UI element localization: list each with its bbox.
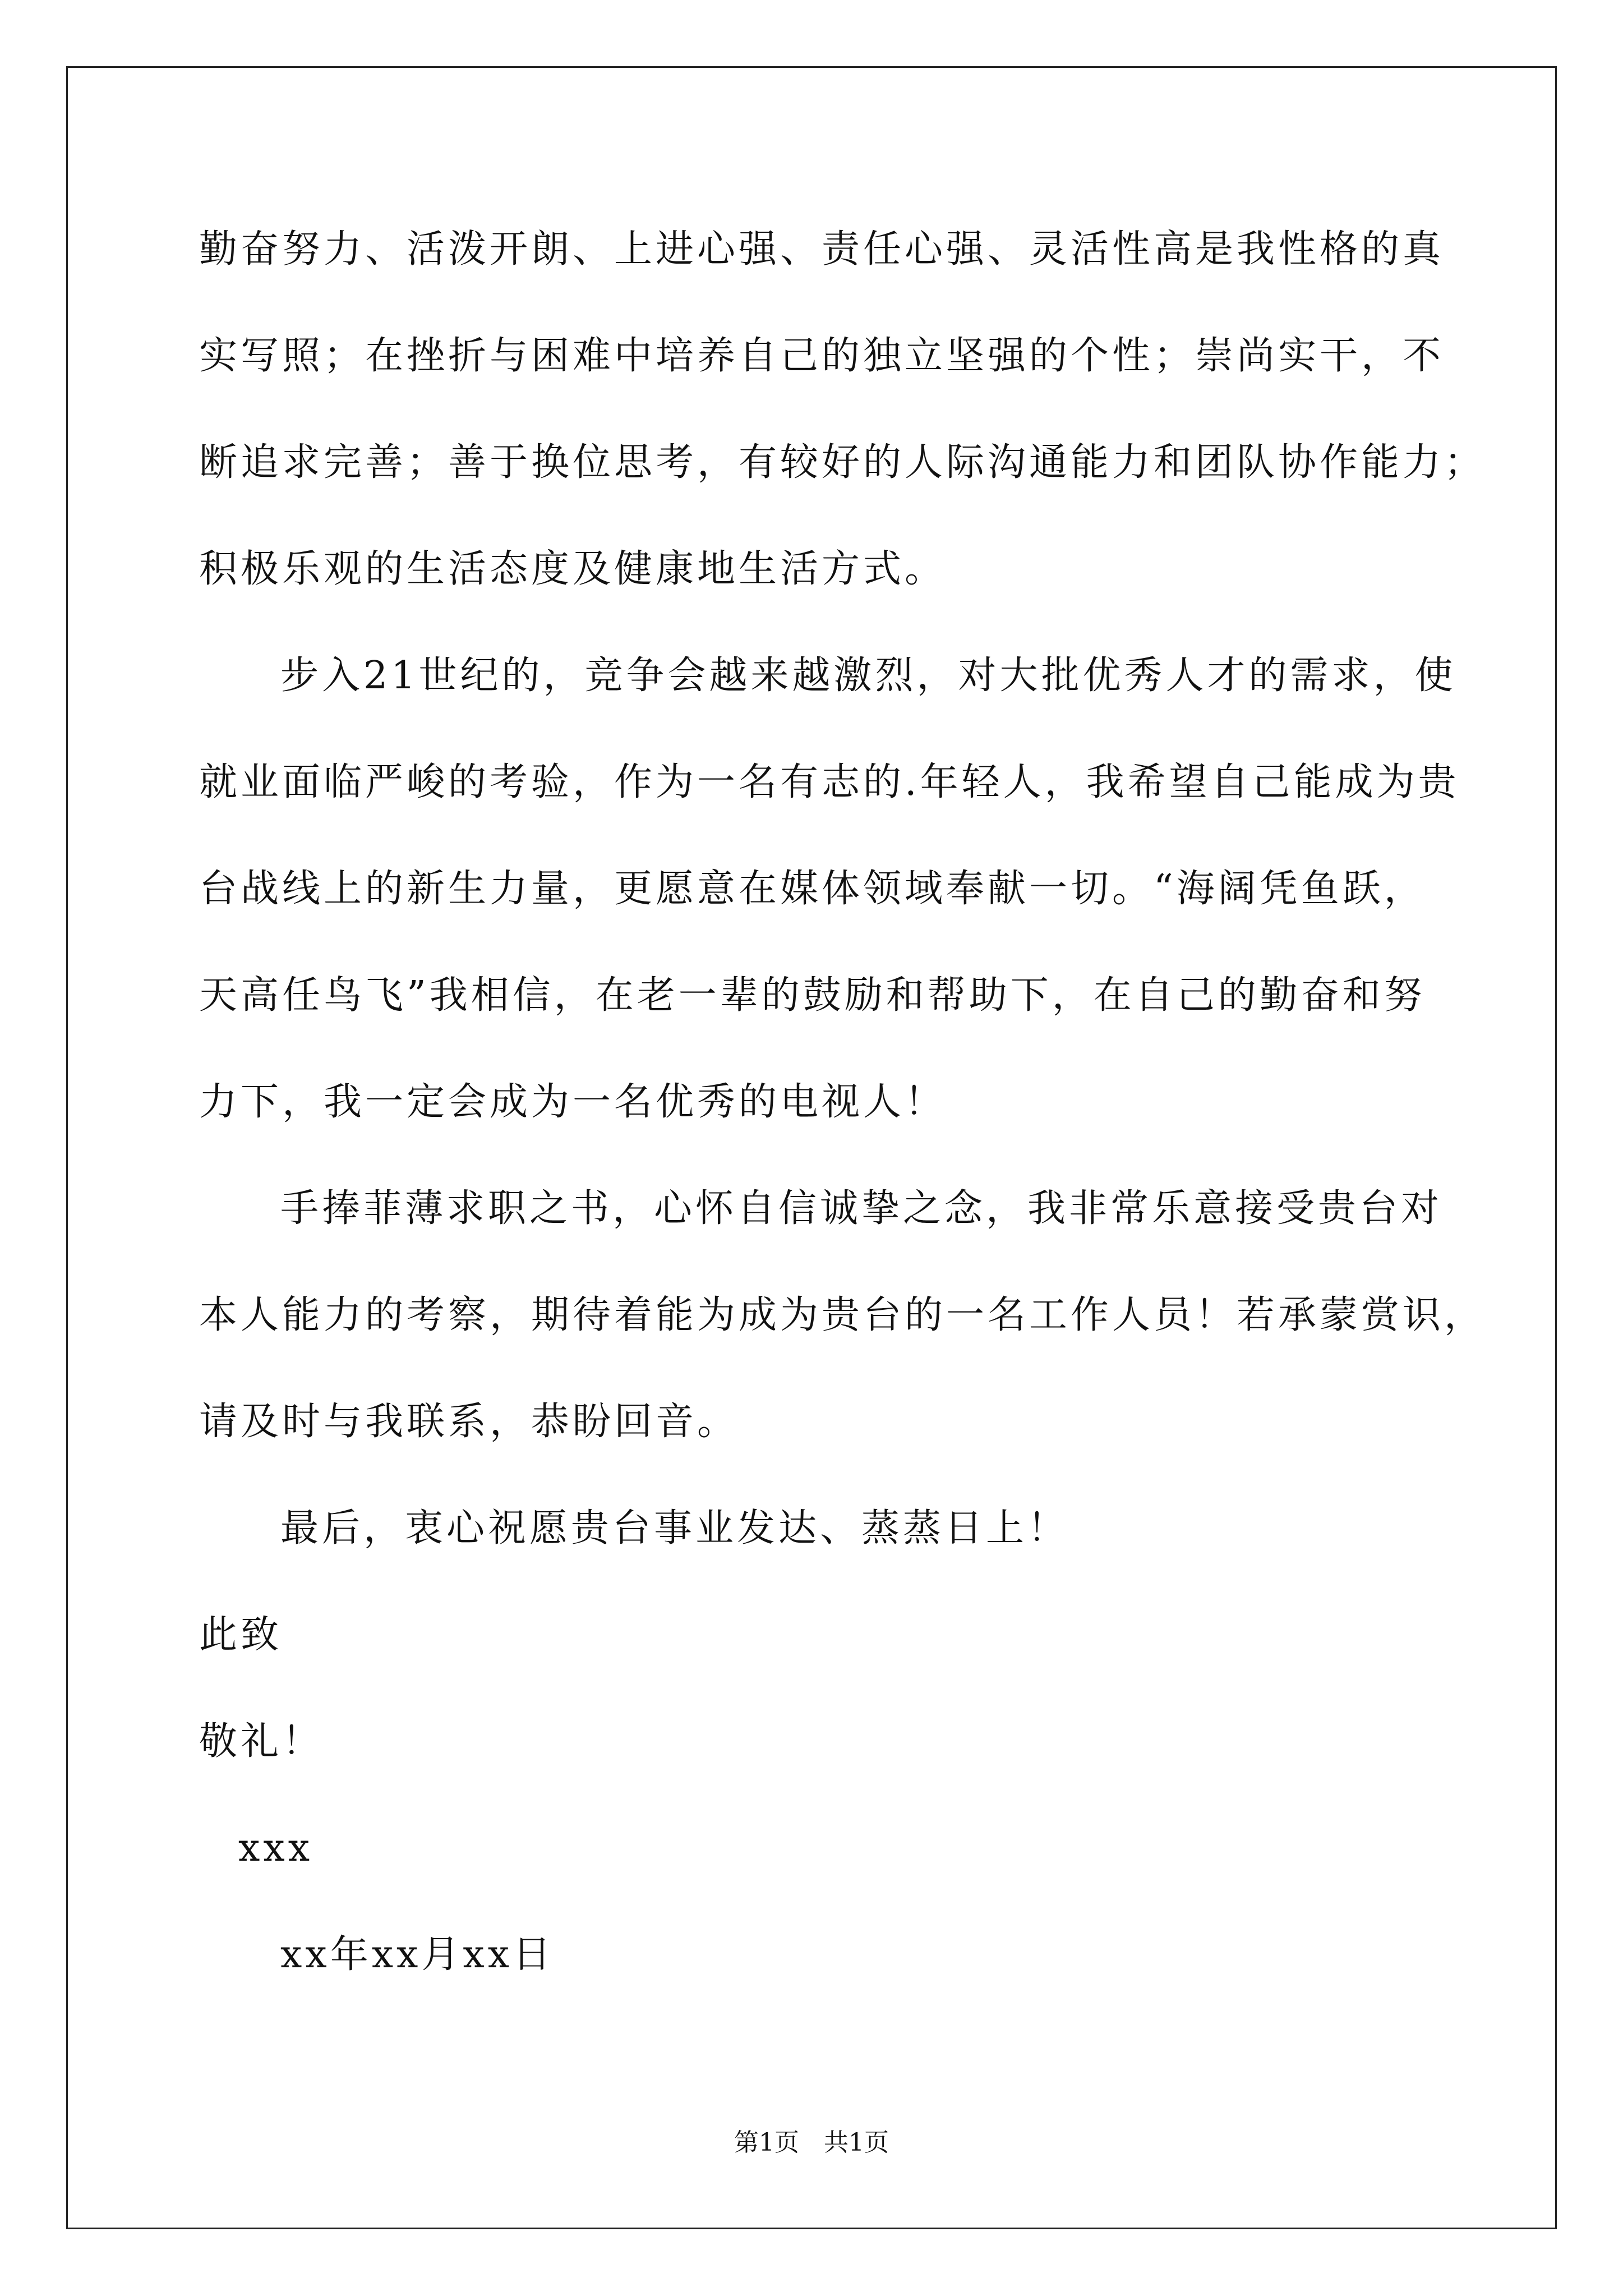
- page-number-footer: 第1页 共1页: [734, 2128, 889, 2157]
- paragraph-3-line-3: 请及时与我联系，恭盼回音。: [199, 1400, 739, 1444]
- paragraph-1-line-2: 实写照；在挫折与困难中培养自己的独立坚强的个性；崇尚实干，不: [199, 334, 1445, 378]
- paragraph-4: 最后，衷心祝愿贵台事业发达、蒸蒸日上！: [280, 1506, 1069, 1550]
- paragraph-1-line-3: 断追求完善；善于换位思考，有较好的人际沟通能力和团队协作能力；: [199, 440, 1486, 485]
- letter-body: [199, 208, 1486, 2019]
- signature: xxx: [238, 1826, 313, 1870]
- paragraph-2-line-5: 力下，我一定会成为一名优秀的电视人！: [199, 1080, 947, 1124]
- closing-salutation: 此致: [199, 1613, 283, 1657]
- paragraph-3-line-2: 本人能力的考察，期待着能为成为贵台的一名工作人员！若承蒙赏识，: [199, 1293, 1486, 1337]
- paragraph-1-line-1: 勤奋努力、活泼开朗、上进心强、责任心强、灵活性高是我性格的真: [199, 227, 1445, 272]
- paragraph-2-line-2: 就业面临严峻的考验，作为一名有志的.年轻人，我希望自己能成为贵: [199, 760, 1460, 804]
- paragraph-1-line-4: 积极乐观的生活态度及健康地生活方式。: [199, 547, 947, 591]
- paragraph-3-line-1: 手捧菲薄求职之书，心怀自信诚挚之念，我非常乐意接受贵台对: [280, 1186, 1443, 1231]
- closing-regards: 敬礼！: [199, 1719, 324, 1764]
- paragraph-2-line-3: 台战线上的新生力量，更愿意在媒体领域奉献一切。“海阔凭鱼跃，: [199, 867, 1426, 911]
- paragraph-2-line-4: 天高任鸟飞”我相信，在老一辈的鼓励和帮助下，在自己的勤奋和努: [199, 973, 1426, 1018]
- paragraph-2-line-1: 步入21世纪的，竞争会越来越激烈，对大批优秀人才的需求，使: [280, 654, 1456, 698]
- letter-date: xx年xx月xx日: [280, 1932, 555, 1977]
